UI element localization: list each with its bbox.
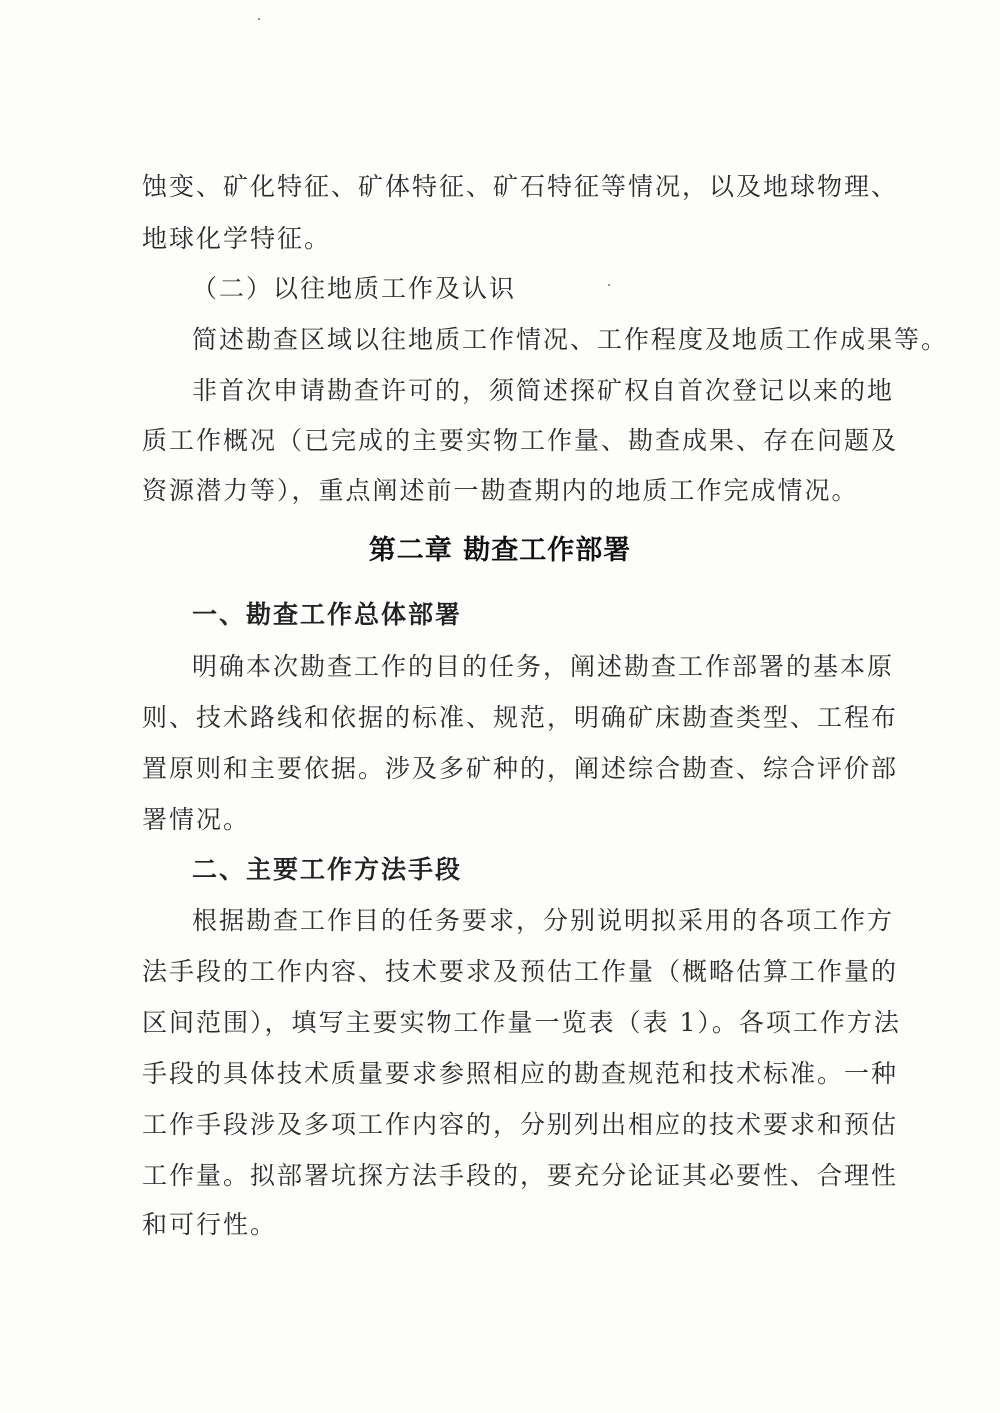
section-2-line-3: 区间范围），填写主要实物工作量一览表（表 1）。各项工作方法 [142,1008,901,1037]
section-2-title: 二、主要工作方法手段 [192,855,463,884]
scan-speck [608,284,610,286]
subsection-paragraph-1: 简述勘查区域以往地质工作情况、工作程度及地质工作成果等。 [192,325,949,354]
section-2-line-1: 根据勘查工作目的任务要求，分别说明拟采用的各项工作方 [192,906,895,935]
section-2-line-4: 手段的具体技术质量要求参照相应的勘查规范和技术标准。一种 [142,1059,899,1088]
section-2-line-2: 法手段的工作内容、技术要求及预估工作量（概略估算工作量的 [142,957,899,986]
section-1-line-4: 署情况。 [142,805,251,834]
subsection-paragraph-2-line-3: 资源潜力等），重点阐述前一勘查期内的地质工作完成情况。 [142,476,859,505]
section-2-line-5: 工作手段涉及多项工作内容的，分别列出相应的技术要求和预估 [142,1110,899,1139]
section-2-line-6: 工作量。拟部署坑探方法手段的，要充分论证其必要性、合理性 [142,1161,899,1190]
scan-speck [258,18,260,20]
subsection-paragraph-2-line-1: 非首次申请勘查许可的，须简述探矿权自首次登记以来的地 [192,376,895,405]
continuation-line-2: 地球化学特征。 [142,224,332,253]
section-1-line-1: 明确本次勘查工作的目的任务，阐述勘查工作部署的基本原 [192,652,895,681]
section-1-title: 一、勘查工作总体部署 [192,600,463,629]
section-2-line-7: 和可行性。 [142,1210,278,1239]
chapter-title: 第二章 勘查工作部署 [368,535,632,566]
section-1-line-3: 置原则和主要依据。涉及多矿种的，阐述综合勘查、综合评价部 [142,754,899,783]
section-1-line-2: 则、技术路线和依据的标准、规范，明确矿床勘查类型、工程布 [142,703,899,732]
continuation-line-1: 蚀变、矿化特征、矿体特征、矿石特征等情况，以及地球物理、 [142,172,899,201]
subsection-title: （二）以往地质工作及认识 [192,274,517,303]
subsection-paragraph-2-line-2: 质工作概况（已完成的主要实物工作量、勘查成果、存在问题及 [142,426,899,455]
